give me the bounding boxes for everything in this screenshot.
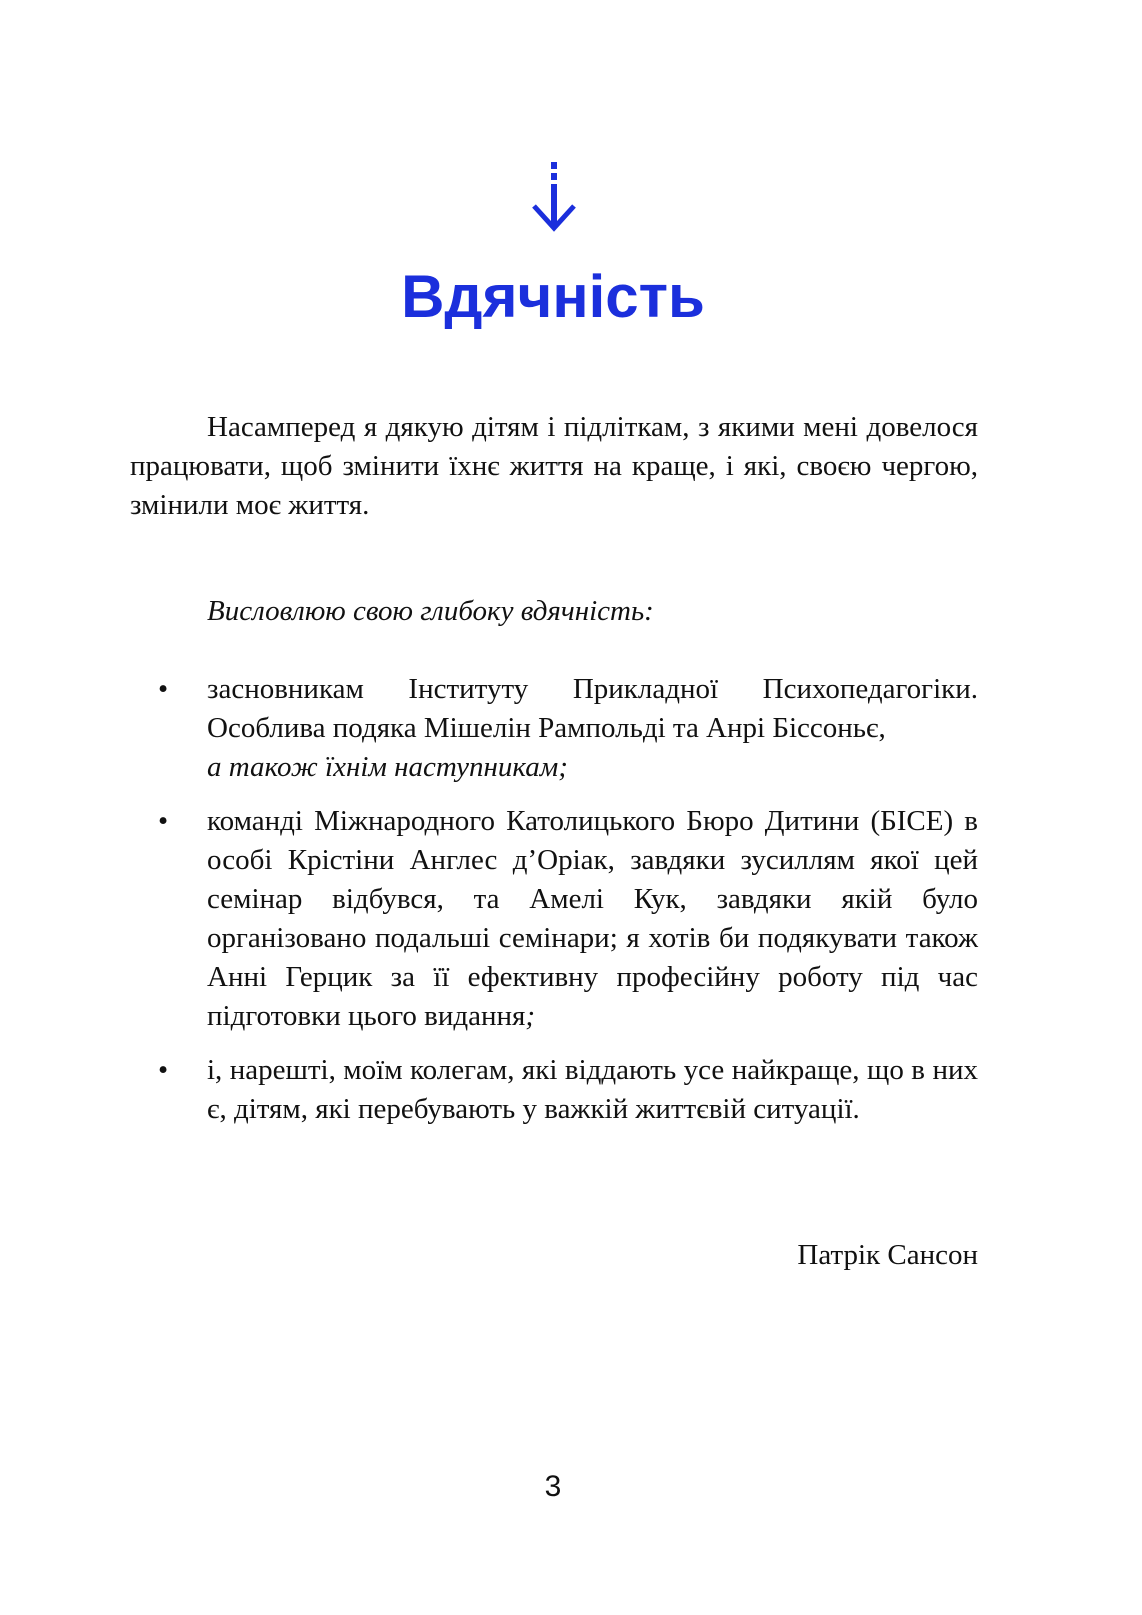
arrow-down-icon (531, 160, 577, 235)
intro-paragraph: Насамперед я дякую дітям і підліткам, з якими мені довелося працювати, щоб змінити їхнє життя на краще, і які, своєю чергою, змінили моє життя. (130, 411, 978, 521)
bullet-icon: • (158, 805, 169, 837)
bullet-icon: • (158, 1054, 169, 1086)
signature: Патрік Сансон (797, 1239, 978, 1271)
page-number: 3 (544, 1470, 562, 1503)
page-title: Вдячність (401, 263, 705, 330)
list-item-text: і, нарешті, моїм колегам, які віддають усе найкраще, що в них є, дітям, які перебувають у важкій життєвій ситуації. (207, 1054, 978, 1125)
list-item (130, 670, 978, 787)
bullet-icon: • (158, 673, 169, 705)
list-item-text: засновникам Інституту Прикладної Психопедагогіки. Особлива подяка Мішелін Рампольді та Анрі Біссоньє, (207, 673, 978, 744)
list-item (130, 1051, 978, 1129)
list-item (130, 802, 978, 1036)
list-item-italic: а також їхнім наступникам; (207, 751, 568, 783)
lead-text: Висловлюю свою глибоку вдячність: (207, 595, 654, 627)
list-item-italic: ; (525, 1000, 536, 1032)
list-item-text: команді Міжнародного Католицького Бюро Дитини (БІСЕ) в особі Крістіни Англес д’Оріак, завдяки зусиллям якої цей семінар відбувся, та Амелі Кук, завдяки якій було організовано подальші семінари; я хотів би подякувати також Анні Герцик за її ефективну професійну роботу під час підготовки цього видання (207, 805, 978, 1032)
